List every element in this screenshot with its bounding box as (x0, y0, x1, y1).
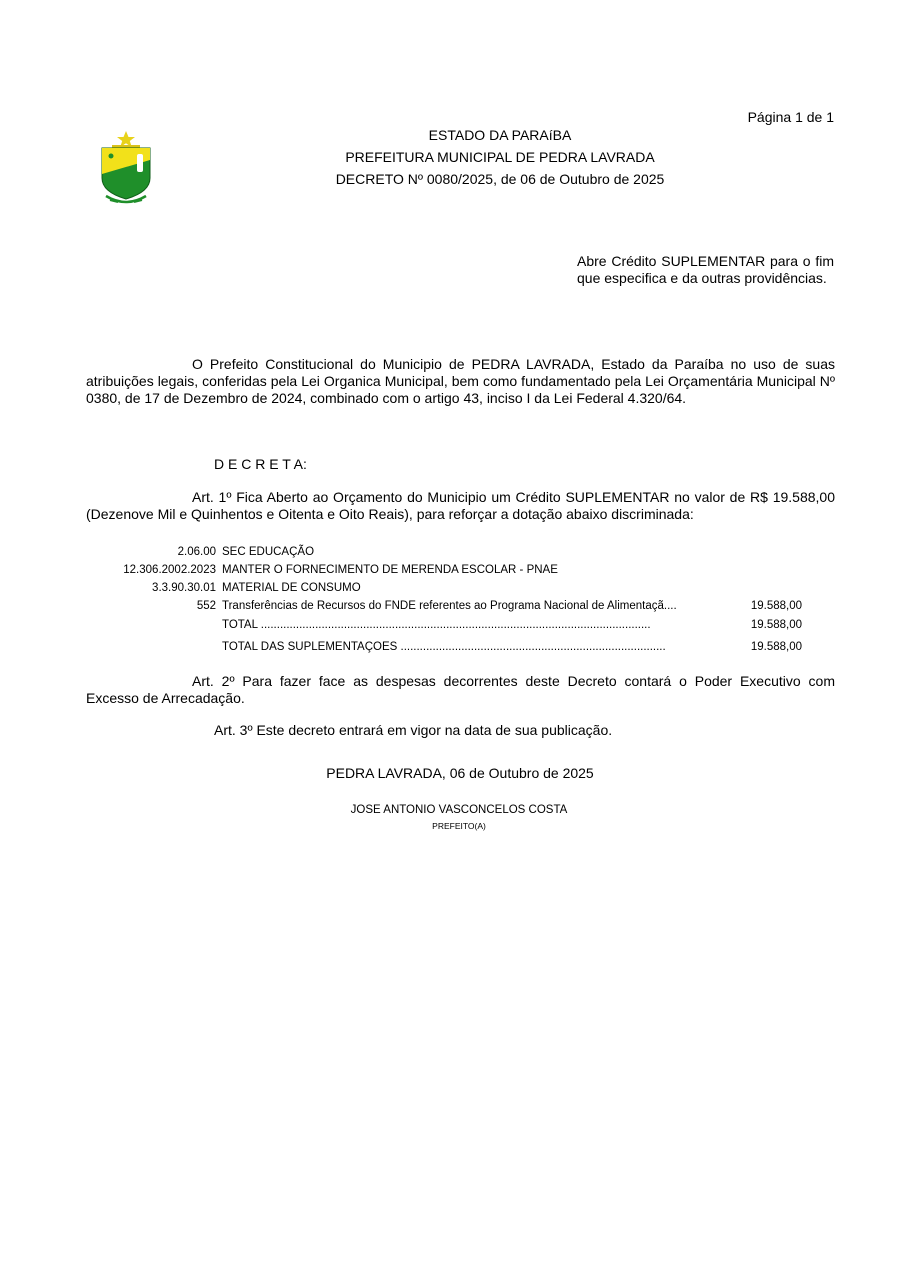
table-row-desc: Transferências de Recursos do FNDE referentes ao Programa Nacional de Alimentaçã.... (222, 600, 677, 612)
table-row-desc: MATERIAL DE CONSUMO (222, 582, 361, 594)
table-row-value: 19.588,00 (750, 600, 802, 612)
coat-of-arms-icon (98, 130, 154, 206)
table-row-code: 3.3.90.30.01 (152, 582, 216, 594)
place-date: PEDRA LAVRADA, 06 de Outubro de 2025 (326, 765, 594, 781)
table-row-code: 2.06.00 (177, 546, 216, 558)
header-decree: DECRETO Nº 0080/2025, de 06 de Outubro de 2025 (335, 171, 665, 187)
table-row-code: 12.306.2002.2023 (123, 564, 216, 576)
page-indicator: Página 1 de 1 (747, 109, 834, 125)
signer-name: JOSE ANTONIO VASCONCELOS COSTA (350, 804, 568, 816)
table-total-label: TOTAL .......................................................................................................................... (222, 619, 651, 631)
table-total-value: 19.588,00 (750, 619, 802, 631)
signer-role: PREFEITO(A) (432, 821, 486, 831)
ementa: Abre Crédito SUPLEMENTAR para o fim que especifica e da outras providências. (577, 253, 834, 286)
table-row-code: 552 (196, 600, 216, 612)
table-row-desc: SEC EDUCAÇÃO (222, 546, 315, 558)
header-prefecture: PREFEITURA MUNICIPAL DE PEDRA LAVRADA (345, 149, 655, 165)
header-state: ESTADO DA PARAíBA (428, 127, 572, 143)
article-2: Art. 2º Para fazer face as despesas decorrentes deste Decreto contará o Poder Executivo com Excesso de Arrecadação. (86, 673, 835, 706)
preamble: O Prefeito Constitucional do Municipio de PEDRA LAVRADA, Estado da Paraíba no uso de suas atribuições legais, conferidas pela Lei Organica Municipal, bem como fundamentado pela Lei Orçamentária Municipal Nº 0380, de 17 de Dezembro de 2024, combinado com o artigo 43, inciso I da Lei Federal 4.320/64. (86, 356, 835, 406)
document-header (300, 124, 700, 190)
article-1: Art. 1º Fica Aberto ao Orçamento do Municipio um Crédito SUPLEMENTAR no valor de R$ 19.588,00 (Dezenove Mil e Quinhentos e Oitenta e Oito Reais), para reforçar a dotação abaixo discriminada: (86, 489, 835, 522)
article-3: Art. 3º Este decreto entrará em vigor na data de sua publicação. (214, 722, 613, 738)
table-grand-total-value: 19.588,00 (750, 641, 802, 653)
table-grand-total-label: TOTAL DAS SUPLEMENTAÇÕES ................................................................................... (222, 641, 666, 653)
table-row-desc: MANTER O FORNECIMENTO DE MERENDA ESCOLAR - PNAE (222, 564, 558, 576)
decreta-heading: D E C R E T A: (214, 456, 307, 472)
